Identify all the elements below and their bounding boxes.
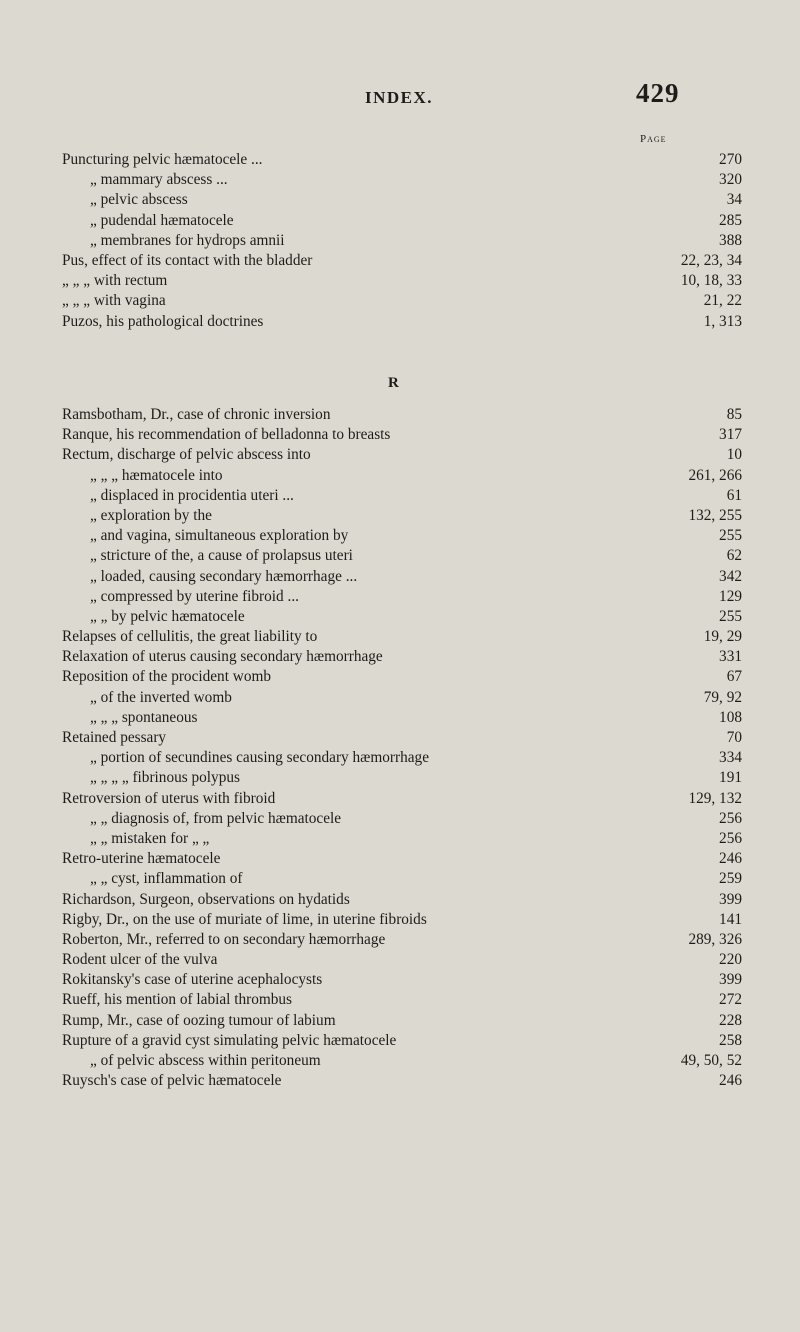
index-entry: [62, 587, 742, 607]
index-entry-text: Rokitansky's case of uterine acephalocysts: [62, 971, 323, 989]
index-entry: [62, 950, 742, 970]
index-entry-text: „ displaced in procidentia uteri ...: [90, 486, 294, 504]
page-number: 429: [636, 78, 680, 108]
index-entry-text: „ „ by pelvic hæmatocele: [90, 607, 245, 625]
index-entry: [62, 809, 742, 829]
index-entry: [62, 1031, 742, 1051]
index-entry-text: „ „ „ „ fibrinous polypus: [90, 769, 240, 787]
index-entry: [62, 425, 742, 445]
index-entry-pages: 255: [719, 527, 742, 545]
index-entry-text: „ of the inverted womb: [90, 688, 232, 706]
index-section-p: [62, 150, 742, 332]
index-entry-text: „ membranes for hydrops amnii: [90, 231, 285, 249]
index-entry: [62, 970, 742, 990]
index-entry-pages: 1, 313: [703, 312, 742, 330]
index-entry: [62, 910, 742, 930]
index-entry: [62, 768, 742, 788]
index-entry: [62, 849, 742, 869]
index-entry-pages: 331: [719, 648, 742, 666]
index-entry-pages: 22, 23, 34: [680, 251, 742, 269]
index-entry-pages: 61: [726, 486, 742, 504]
index-entry: [62, 567, 742, 587]
running-head: [0, 78, 800, 118]
index-entry-pages: 19, 29: [703, 628, 742, 646]
index-entry-text: „ pelvic abscess: [90, 191, 188, 209]
index-entry-text: „ of pelvic abscess within peritoneum: [90, 1052, 321, 1069]
index-entry-pages: 270: [719, 151, 742, 168]
index-entry-text: „ „ „ with rectum: [62, 272, 168, 290]
index-entry-pages: 258: [719, 1031, 742, 1049]
index-entry-text: Relaxation of uterus causing secondary hæmorrhage: [62, 648, 383, 666]
index-entry-text: Reposition of the procident womb: [62, 668, 272, 686]
index-entry-text: „ „ diagnosis of, from pelvic hæmatocele: [90, 809, 342, 827]
index-entry-pages: 62: [726, 547, 742, 565]
page-column-label: Page: [640, 133, 667, 145]
index-entry-pages: 108: [719, 708, 742, 726]
index-entry-pages: 256: [719, 829, 742, 847]
index-entry-text: Pus, effect of its contact with the bladder: [62, 251, 313, 269]
index-entry-pages: 129, 132: [688, 789, 742, 807]
index-entry-pages: 21, 22: [703, 292, 742, 310]
index-entry: [62, 405, 742, 425]
index-entry-text: „ compressed by uterine fibroid ...: [90, 587, 299, 605]
index-entry: [62, 748, 742, 768]
index-entry-pages: 334: [719, 749, 742, 767]
index-entry: [62, 466, 742, 486]
index-entry-pages: 399: [719, 971, 742, 989]
index-entry-text: „ pudendal hæmatocele: [90, 211, 234, 229]
index-entry: [62, 688, 742, 708]
index-entry: [62, 647, 742, 667]
index-entry-pages: 255: [719, 607, 742, 625]
index-entry: [62, 486, 742, 506]
index-entry-text: Rupture of a gravid cyst simulating pelvic hæmatocele: [62, 1031, 397, 1049]
index-entry: [62, 667, 742, 687]
index-entry-text: „ portion of secundines causing secondary hæmorrhage: [90, 749, 429, 767]
index-entry-text: „ exploration by the: [90, 506, 212, 524]
index-entry-pages: 67: [726, 668, 742, 686]
index-entry-pages: 289, 326: [688, 930, 742, 948]
index-entry-text: Puncturing pelvic hæmatocele ...: [62, 151, 263, 168]
index-entry-text: „ and vagina, simultaneous exploration by: [90, 527, 349, 545]
index-entry-text: Richardson, Surgeon, observations on hydatids: [62, 890, 350, 908]
index-entry-text: Ruysch's case of pelvic hæmatocele: [62, 1072, 282, 1090]
index-entry-pages: 342: [719, 567, 742, 585]
index-entry-pages: 10, 18, 33: [680, 272, 742, 290]
index-entry-text: „ stricture of the, a cause of prolapsus uteri: [90, 547, 353, 565]
index-entry-text: Rodent ulcer of the vulva: [62, 951, 218, 969]
index-entry-text: Rueff, his mention of labial thrombus: [62, 991, 292, 1009]
index-entry-pages: 285: [719, 211, 742, 229]
index-entry: [62, 150, 742, 170]
index-entry: [62, 789, 742, 809]
index-entry-pages: 256: [719, 809, 742, 827]
index-entry-text: Retroversion of uterus with fibroid: [62, 789, 276, 807]
index-entry: [62, 607, 742, 627]
index-entry-pages: 70: [726, 729, 742, 746]
index-entry-text: Relapses of cellulitis, the great liability to: [62, 628, 318, 646]
index-entry-pages: 317: [719, 426, 742, 444]
index-entry-text: „ „ mistaken for „ „: [90, 829, 210, 847]
index-entry: [62, 1011, 742, 1031]
index-entry-text: „ mammary abscess ...: [90, 171, 228, 189]
index-entry: [62, 1051, 742, 1071]
index-entry: [62, 1071, 742, 1091]
index-entry-pages: 388: [719, 231, 742, 249]
index-entry-text: Roberton, Mr., referred to on secondary hæmorrhage: [62, 930, 386, 948]
index-entry: [62, 445, 742, 465]
index-entry-pages: 49, 50, 52: [680, 1052, 742, 1069]
index-entry-pages: 132, 255: [688, 506, 742, 524]
index-entry-pages: 220: [719, 951, 742, 969]
index-entry: [62, 291, 742, 311]
section-letter-r: R: [388, 375, 399, 391]
index-entry: [62, 890, 742, 910]
index-entry-text: Puzos, his pathological doctrines: [62, 312, 264, 330]
index-entry-pages: 259: [719, 870, 742, 888]
index-entry: [62, 211, 742, 231]
index-entry-pages: 141: [719, 910, 742, 928]
index-entry-pages: 246: [719, 850, 742, 868]
index-entry: [62, 190, 742, 210]
index-entry-text: Retained pessary: [62, 729, 167, 746]
index-entry: [62, 231, 742, 251]
index-entry-pages: 85: [726, 406, 742, 423]
index-entry-pages: 399: [719, 890, 742, 908]
index-entry-pages: 10: [726, 446, 742, 464]
running-head-title: INDEX.: [365, 88, 434, 107]
index-entry: [62, 251, 742, 271]
index-entry-pages: 34: [726, 191, 742, 209]
index-entry-text: Rectum, discharge of pelvic abscess into: [62, 446, 311, 464]
index-entry-pages: 191: [719, 769, 742, 787]
index-entry-text: Rump, Mr., case of oozing tumour of labium: [62, 1011, 336, 1029]
index-entry-text: „ loaded, causing secondary hæmorrhage ...: [90, 567, 358, 585]
index-entry-text: „ „ „ spontaneous: [90, 708, 198, 726]
index-entry-text: Ramsbotham, Dr., case of chronic inversion: [62, 406, 331, 423]
index-entry-pages: 228: [719, 1011, 742, 1029]
index-entry: [62, 312, 742, 332]
index-entry-text: Retro-uterine hæmatocele: [62, 850, 221, 868]
index-entry: [62, 170, 742, 190]
index-entry-pages: 261, 266: [688, 466, 742, 484]
index-entry: [62, 990, 742, 1010]
index-entry: [62, 271, 742, 291]
index-entry-text: Ranque, his recommendation of belladonna to breasts: [62, 426, 391, 444]
index-entry-pages: 272: [719, 991, 742, 1009]
index-entry-pages: 79, 92: [703, 688, 742, 706]
index-entry-text: „ „ „ with vagina: [62, 292, 166, 310]
index-entry: [62, 829, 742, 849]
index-entry: [62, 728, 742, 748]
index-entry: [62, 869, 742, 889]
index-entry-pages: 129: [719, 587, 742, 605]
index-section-r: [62, 405, 742, 1091]
index-entry: [62, 930, 742, 950]
index-entry-text: „ „ cyst, inflammation of: [90, 870, 243, 888]
index-entry-text: Rigby, Dr., on the use of muriate of lime, in uterine fibroids: [62, 910, 427, 928]
index-entry: [62, 526, 742, 546]
index-entry: [62, 506, 742, 526]
index-entry-text: „ „ „ hæmatocele into: [90, 466, 223, 484]
index-entry: [62, 546, 742, 566]
index-entry: [62, 627, 742, 647]
index-entry: [62, 708, 742, 728]
index-entry-pages: 320: [719, 171, 742, 189]
index-entry-pages: 246: [719, 1072, 742, 1090]
